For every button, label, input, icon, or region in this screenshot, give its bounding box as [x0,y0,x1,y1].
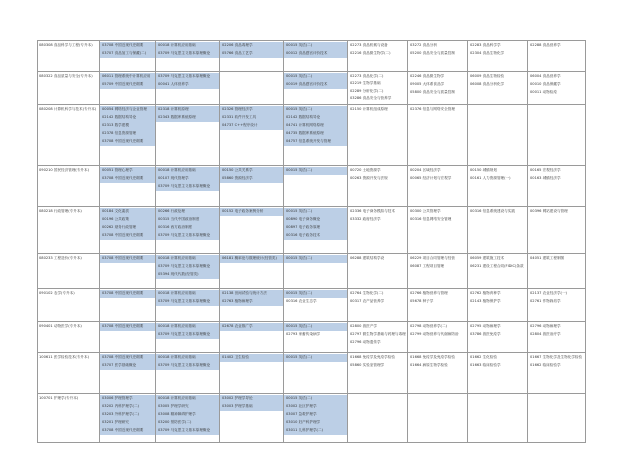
course-cell [220,254,284,289]
course-entry: 02763 植物病理学 [222,299,253,303]
course-cell [528,289,586,322]
course-cell [284,254,348,289]
course-entry: 02762 植物育种学 [470,291,501,295]
course-cell [348,41,408,72]
course-entry: 04741 计算机网络原理 [286,123,324,127]
course-entry: 03709 马克思主义基本原理概论 [158,299,211,303]
course-entry: 00152 电子政务案例分析 [222,209,264,213]
course-cell [528,394,586,443]
course-cell [220,207,284,254]
course-cell [220,166,284,207]
course-entry: 02804 兽医治疗学 [530,332,561,336]
course-cell [408,105,468,166]
course-cell [156,72,220,105]
major-name: 080208 计算机科学与技术(专升本) [39,107,97,111]
course-cell [220,353,284,394]
course-entry: 00316 信息系统建设与实践 [470,209,515,213]
major-cell [38,72,100,105]
course-cell [348,394,408,443]
course-entry: 00015 英语(二) [286,209,313,213]
course-entry: 00184 文化素质 [102,209,129,213]
course-entry: 02331 软件开发工具 [222,115,257,119]
course-entry: 00065 经济计划与宏观学 [410,176,452,180]
course-entry: 03707 医学基础概论 [102,363,137,367]
major-cell [38,289,100,322]
major-cell [38,353,100,394]
course-entry: 00018 计算机应用基础 [158,355,196,359]
course-cell [408,322,468,353]
course-entry: 06011 管理系统中计算机应用 [102,74,151,78]
course-entry: 03006 护理管理学 [102,396,133,400]
course-cell [468,72,528,105]
course-cell [100,254,156,289]
course-entry: 02142 数据结构导论 [286,115,321,119]
course-cell [408,207,468,254]
major-cell [38,105,100,166]
course-cell [100,105,156,166]
course-cell [468,105,528,166]
course-cell [528,322,586,353]
course-cell [348,166,408,207]
major-cell [38,254,100,289]
course-entry: 01402 卫生检验 [222,355,249,359]
course-entry: 06181 概率论与数理统计(经管类) [222,256,277,260]
course-cell [468,254,528,289]
course-entry: 03200 预防医学(二) [158,420,192,424]
course-entry: 02793 家畜传染病学 [286,332,321,336]
course-entry: 03707 食品加工与保藏(二) [102,51,147,55]
course-entry: 03708 中国近现代史纲要 [102,233,144,237]
course-entry: 02799 动物营养与代谢病防治 [410,332,459,336]
course-entry: 05394 现代代数(经管类) [158,272,199,276]
course-cell [220,394,284,443]
course-entry: 00041 人体营养学 [158,82,189,86]
course-cell [348,289,408,322]
major-cell [38,322,100,353]
course-entry: 06009 食品生物检验 [470,74,505,78]
course-cell [100,322,156,353]
course-entry: 02138 田间试验与统计方法 [222,291,267,295]
course-entry: 03709 马克思主义基本原理概论 [158,428,211,432]
table-row [38,72,586,105]
course-entry: 00316 信息网络安全管理 [410,217,452,221]
course-entry: 00015 英语(二) [286,74,313,78]
table-row [38,207,586,254]
course-cell [156,353,220,394]
course-entry: 00161 人力资源管理(一) [470,176,511,180]
course-cell [100,166,156,207]
course-cell [156,207,220,254]
course-entry: 09005 大体系食品学 [410,82,445,86]
course-cell [408,394,468,443]
course-cell [156,322,220,353]
course-entry: 03203 外科护理学(二) [102,412,139,416]
course-entry: 03708 中国近现代史纲要 [102,139,144,143]
course-cell [468,353,528,394]
course-entry: 02150 计算机组成原理 [350,107,388,111]
course-cell [468,322,528,353]
course-cell [100,207,156,254]
table-row [38,105,586,166]
course-entry: 00015 英语(二) [286,107,313,111]
course-entry: 00010 食品保藏学 [530,82,561,86]
course-entry: 03008 精神障碍护理学 [158,412,196,416]
course-cell [348,207,408,254]
course-cell [100,289,156,322]
course-cell [284,41,348,72]
course-cell [348,353,408,394]
course-entry: 03332 政府经济学 [350,217,381,221]
course-entry: 00015 英语(二) [286,291,313,295]
major-cell [38,394,100,443]
course-entry: 05678 种子学 [410,299,434,303]
course-entry: 02273 食品化学(二) [350,73,384,78]
course-cell [220,322,284,353]
course-cell [468,41,528,72]
course-entry: 03709 马克思主义基本原理概论 [158,233,211,237]
course-entry: 00890 电子商务概论 [286,217,321,221]
course-entry: 02766 植物营养与管理 [410,291,448,295]
major-name: 080233 工程造价(专升本) [39,256,82,260]
table-row [38,166,586,207]
course-entry: 06229 项目合同管理与经营 [410,256,455,260]
course-entry: 05860 资源经济学 [222,176,253,180]
course-entry: 00897 电子政务原理 [286,225,321,229]
major-cell [38,207,100,254]
course-entry: 00150 城镇规划 [470,168,497,172]
course-entry: 03708 中国近现代史纲要 [102,324,144,328]
course-entry: 05860 实验室管理学 [350,363,385,367]
table-row [38,41,586,72]
course-entry: 03709 马克思主义基本原理概论 [158,51,211,55]
course-cell [284,322,348,353]
course-cell [408,72,468,105]
course-cell [468,166,528,207]
course-entry: 00196 公共政策 [102,217,129,221]
course-cell [100,72,156,105]
course-cell [408,254,468,289]
course-entry: 03286 食品安全与营养学 [350,96,392,101]
course-cell [284,394,348,443]
course-cell [100,353,156,394]
course-cell [156,394,220,443]
course-entry: 00018 计算机应用基础 [158,168,196,172]
course-entry: 04737 C++程序设计 [222,123,258,127]
course-cell [528,72,586,105]
course-entry: 02764 生物化学(二) [350,291,384,295]
course-entry: 00018 计算机应用基础 [158,256,196,260]
exam-schedule-table [37,40,586,443]
course-entry: 00051 管理心理学 [102,168,133,172]
course-cell [156,166,220,207]
major-name: 100701 护理学(专升本) [39,396,79,400]
course-entry: 04051 建筑工程制图 [530,256,565,260]
course-entry: 00019 食品感官评价技术 [286,82,328,86]
table-row [38,353,586,394]
course-entry: 01667 生物化学及生物化学检验 [530,355,583,359]
course-entry: 00012 食品感官评价技术 [286,51,328,55]
course-cell [284,72,348,105]
course-cell [408,289,468,322]
course-cell [348,105,408,166]
course-entry: 04735 数据库系统原理 [286,131,324,135]
course-entry: 02796 动物病理学 [530,324,561,328]
course-entry: 03011 儿科护理学(二) [286,428,323,432]
course-entry: 01664 病原生物学检验 [410,363,448,367]
course-entry: 00107 现代管理学 [158,176,189,180]
course-entry: 02143 植物保护学 [470,299,501,303]
course-entry: 03002 护理学导论 [222,396,253,400]
course-entry: 00015 英语(二) [286,168,313,172]
course-entry: 00015 英语(二) [286,43,313,47]
course-cell [100,41,156,72]
course-cell [528,105,586,166]
course-entry: 02246 食品微生物学 [410,74,445,78]
course-cell [468,207,528,254]
course-entry: 00163 城镇经济学 [530,176,561,180]
course-entry: 01662 生化检验 [470,355,497,359]
course-entry: 02761 作物栽培学 [530,299,561,303]
course-entry: 02273 食品机械与设备 [350,43,388,47]
course-entry: 00262 财务行政管理 [102,225,137,229]
course-cell [468,289,528,322]
major-name: 080308 食品科学与工程(专升本) [39,43,93,47]
course-entry: 05709 中国近现代史纲要 [102,82,144,86]
course-entry: 01668 免疫学及免疫学检验 [350,355,395,359]
course-entry: 00018 计算机应用基础 [158,43,196,47]
course-entry: 03708 中国近现代史纲要 [102,291,144,295]
course-entry: 02288 食品营养学 [530,43,561,47]
major-name: 100611 医学检验技术(专升本) [39,355,90,359]
course-entry: 00266 行政伦理 [158,209,185,213]
course-entry: 02336 电子商务模拟与技术 [350,209,395,213]
major-name: 080218 行政管理(专升本) [39,209,82,213]
course-cell [156,289,220,322]
course-entry: 02206 食品毒理学 [222,43,253,47]
course-entry: 00015 英语(二) [286,396,313,400]
course-entry: 00015 英语(二) [286,324,313,328]
course-entry: 02219 生物学基础 [350,81,381,86]
course-cell [408,353,468,394]
course-cell [156,254,220,289]
course-cell [220,105,284,166]
course-entry: 03708 中国近现代史纲要 [102,355,144,359]
course-entry: 04757 信息系统开发与管理 [286,139,331,143]
course-entry: 03708 中国近现代史纲要 [102,43,144,47]
course-entry: 02318 计算机原理 [158,107,189,111]
course-entry: 00316 电子政务技术 [286,233,321,237]
course-cell [468,394,528,443]
course-cell [220,289,284,322]
course-entry: 03201 护理研究 [102,420,129,424]
course-entry: 00018 计算机应用基础 [158,396,196,400]
course-entry: 06059 建筑施工技术 [470,256,505,260]
course-entry: 00015 英语(二) [286,355,313,359]
course-entry: 03003 护理学基础 [222,404,253,408]
course-cell [528,254,586,289]
course-entry: 06231 建设工程合同(FIDIC)条款 [470,264,524,268]
course-entry: 03202 内科护理学(二) [102,404,139,408]
course-entry: 00315 当代中国政治制度 [158,217,200,221]
major-name: 090102 农学(专升本) [39,291,75,295]
course-cell [284,289,348,322]
course-entry: 03708 中国近现代史纲要 [102,428,144,432]
course-cell [348,254,408,289]
course-entry: 02800 兽医产学 [350,324,377,328]
course-entry: 02326 管理经济学 [222,107,253,111]
course-entry: 05766 食品工艺学 [222,51,253,55]
course-entry: 05200 食品安全与质量控制 [410,51,455,55]
course-entry: 02313 数学建模 [102,123,129,127]
course-entry: 03709 马克思主义基本原理概论 [158,74,211,78]
course-cell [348,322,408,353]
course-entry: 03786 兽医免疫学 [470,332,501,336]
course-cell [408,41,468,72]
course-cell [408,166,468,207]
course-entry: 06008 食品分析化学 [470,82,505,86]
course-entry: 00018 计算机应用基础 [158,291,196,295]
course-entry: 03005 护理学研究 [158,404,189,408]
course-entry: 00054 网络经济与企业管理 [102,107,147,111]
course-entry: 00204 区域经济学 [410,168,441,172]
course-entry: 02678 农业推广学 [222,324,253,328]
course-entry: 00317 农产品营养学 [350,299,385,303]
major-name: 080322 食品质量与安全(专升本) [39,74,93,78]
course-entry: 02797 微生物学基础与药理与毒理 [350,332,406,336]
course-entry: 03010 妇产科护理学 [286,420,321,424]
course-entry: 03709 马克思主义基本原理概论 [158,332,211,336]
course-entry: 03709 马克思主义基本原理概论 [158,184,211,188]
course-entry: 02137 农业经济学(一) [530,291,567,295]
major-name: 090401 动物医学(专升本) [39,324,82,328]
course-cell [100,394,156,443]
course-entry: 01662 临床检验学 [530,363,561,367]
course-cell [284,166,348,207]
course-entry: 00165 宏观经济学 [530,168,561,172]
major-name: 090210 国民经济管理(专升本) [39,168,90,172]
course-cell [528,353,586,394]
course-entry: 06288 建筑结构学设 [350,256,385,260]
course-entry: 00263 资源开发与法规 [350,176,388,180]
course-cell [284,207,348,254]
course-entry: 03272 食品分析 [410,43,437,47]
course-entry: 02216 食品微生物学(二) [350,51,391,55]
course-entry: 03007 急救护理学 [286,412,317,416]
table-row [38,394,586,443]
course-entry: 02798 动物营养学(二) [410,324,447,328]
course-entry: 02343 数据库系统原理 [158,115,196,119]
course-entry: 02283 食品科学学 [470,43,501,47]
course-cell [528,207,586,254]
course-entry: 03709 马克思主义基本原理概论 [158,264,211,268]
course-cell [284,105,348,166]
course-entry: 00300 公共管理学 [410,209,441,213]
course-entry: 01663 临床检验学 [470,363,501,367]
course-entry: 02378 信息资源管理 [102,131,137,135]
major-cell [38,41,100,72]
course-entry: 03002 社区护理学 [286,404,317,408]
course-entry: 02376 信息与网络安全管理 [410,107,455,111]
course-entry: 00150 公共关系学 [222,168,253,172]
course-entry: 05800 食品安全与质量控制 [410,90,455,94]
course-cell [156,41,220,72]
table-row [38,289,586,322]
course-entry: 00018 计算机应用基础 [158,324,196,328]
course-entry: 03708 中国近现代史纲要 [102,176,144,180]
course-cell [220,41,284,72]
course-entry: 00011 动物检疫 [530,90,557,94]
course-cell [528,166,586,207]
course-entry: 02304 食品生物化学 [470,51,505,55]
course-entry: 02289 分析化学(二) [350,88,384,93]
course-entry: 06087 工程项目管理 [410,264,445,268]
course-cell [348,72,408,105]
course-entry: 00316 西方政治制度 [158,225,193,229]
table-row [38,322,586,353]
course-entry: 06004 食品营养学 [530,74,561,78]
course-entry: 02142 数据结构导论 [102,115,137,119]
course-entry: 00015 英语(二) [286,256,313,260]
course-entry: 00316 农业生态学 [286,299,317,303]
course-cell [156,105,220,166]
major-cell [38,166,100,207]
course-entry: 00396 网站建设与管理 [530,209,568,213]
course-cell [284,353,348,394]
course-entry: 01668 免疫学及免疫学检验 [410,355,455,359]
course-entry: 03708 中国近现代史纲要 [102,256,144,260]
course-entry: 02795 动物病理学 [470,324,501,328]
course-entry: 03709 马克思主义基本原理概论 [158,363,211,367]
table-row [38,254,586,289]
course-entry: 00720 土地资源学 [350,168,381,172]
course-cell [220,72,284,105]
course-entry: 02796 动物遗传学 [350,340,381,344]
course-cell [528,41,586,72]
